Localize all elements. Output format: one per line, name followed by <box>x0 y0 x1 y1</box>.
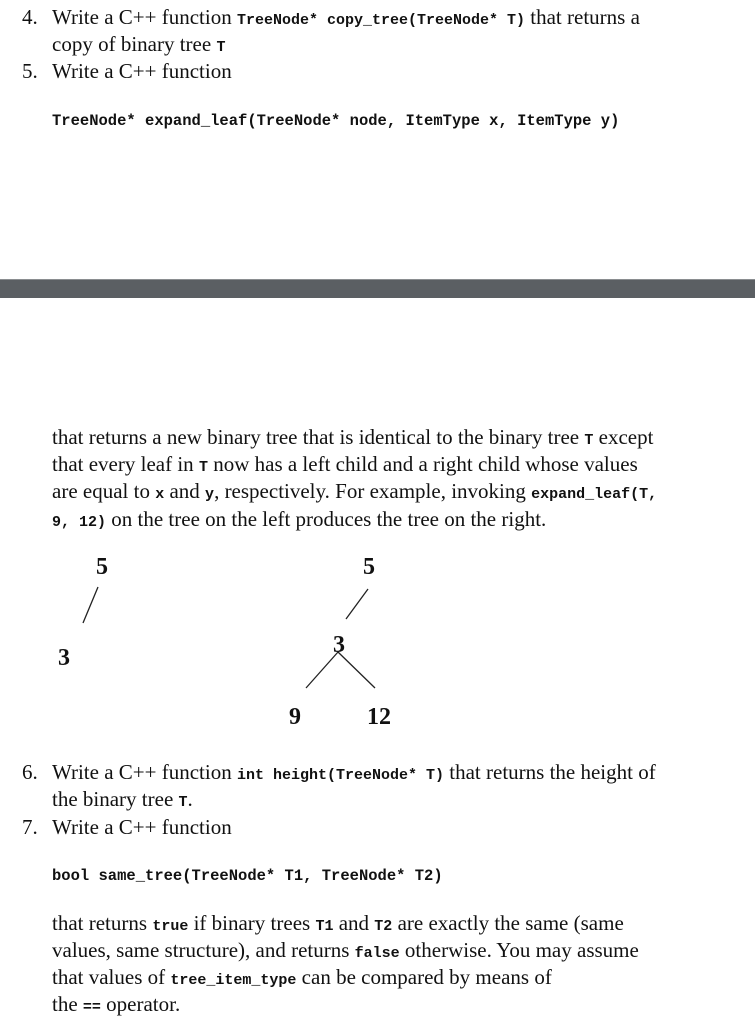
item-5-para-text-3-mid: and <box>164 479 206 503</box>
right-tree-leaf-right: 12 <box>367 704 391 730</box>
item-5-para-text-3: are equal to <box>52 479 156 503</box>
left-tree-root: 5 <box>96 554 108 580</box>
item-4-number: 4. <box>22 5 38 29</box>
item-7-para-line-4 <box>52 991 180 1021</box>
item-6-text-2: the binary tree <box>52 787 179 811</box>
right-tree-leaf-left: 9 <box>289 704 301 730</box>
item-7-code-type: tree_item_type <box>170 972 297 989</box>
item-7-code-true: true <box>152 918 189 935</box>
item-7-para-text-2: values, same structure), and returns <box>52 938 355 962</box>
item-4-text-2: copy of binary tree <box>52 32 217 56</box>
item-6-line-2 <box>52 786 193 816</box>
item-7-para-text-1: that returns <box>52 911 153 935</box>
item-6-text: Write a C++ function <box>52 760 237 784</box>
item-5-signature: TreeNode* expand_leaf(TreeNode* node, ItemType x, ItemType y) <box>52 112 620 130</box>
item-5-intro: Write a C++ function <box>52 59 232 83</box>
item-5-para-text-2: that every leaf in <box>52 452 199 476</box>
item-7-para-text-3: that values of <box>52 965 171 989</box>
item-5-para-code-x: x <box>155 486 165 503</box>
item-5-para-code-y: y <box>205 486 215 503</box>
item-7-para-text-1-and: and <box>333 911 375 935</box>
item-7-para-text-1b: are exactly the same (same <box>392 911 624 935</box>
item-7-para-text-4: the <box>52 992 83 1016</box>
item-6-text-post: that returns the height of <box>444 760 656 784</box>
item-7-para-line-1 <box>52 910 624 940</box>
item-7-para-text-2b: otherwise. You may assume <box>399 938 639 962</box>
item-6-code: int height(TreeNode* T) <box>236 767 445 784</box>
item-4-code-2: T <box>216 39 226 56</box>
item-7-code-false: false <box>354 945 400 962</box>
item-5-para-text-1: that returns a new binary tree that is identical to the binary tree <box>52 425 585 449</box>
item-7-signature: bool same_tree(TreeNode* T1, TreeNode* T2) <box>52 867 443 885</box>
item-5-para-code-call: expand_leaf(T, <box>531 486 658 503</box>
item-6-text-2-post: . <box>187 787 193 811</box>
item-5-para-text-2b: now has a left child and a right child whose values <box>207 452 638 476</box>
item-4-text-post: that returns a <box>525 5 640 29</box>
item-5-para-text-4: on the tree on the left produces the tree on the right. <box>106 507 547 531</box>
item-6-line-1 <box>22 759 656 786</box>
left-tree-child: 3 <box>58 645 70 671</box>
item-7-para-text-3b: can be compared by means of <box>296 965 552 989</box>
item-7-line-1 <box>22 814 232 841</box>
item-5-para-code-args: 9, 12) <box>52 514 107 531</box>
item-7-para-line-3 <box>52 964 552 994</box>
item-4-text: Write a C++ function <box>52 5 237 29</box>
item-5-para-code-2: T <box>198 459 208 476</box>
item-5-para-code-1: T <box>584 432 594 449</box>
item-5-number: 5. <box>22 59 38 83</box>
item-4-code: TreeNode* copy_tree(TreeNode* T) <box>236 12 526 29</box>
item-5-para-text-1b: except <box>593 425 654 449</box>
right-tree-child: 3 <box>333 632 345 658</box>
right-tree-edge-root <box>346 589 368 619</box>
item-7-intro: Write a C++ function <box>52 815 232 839</box>
item-7-code-t2: T2 <box>374 918 393 935</box>
item-6-number: 6. <box>22 760 38 784</box>
item-7-para-text-4b: operator. <box>100 992 181 1016</box>
item-7-code-t1: T1 <box>315 918 334 935</box>
item-7-para-line-2 <box>52 937 639 967</box>
right-tree-root: 5 <box>363 554 375 580</box>
item-7-number: 7. <box>22 815 38 839</box>
item-7-code-eq: == <box>82 999 101 1016</box>
item-6-code-2: T <box>178 794 188 811</box>
item-7-para-text-1-mid: if binary trees <box>188 911 316 935</box>
item-5-para-text-3b: , respectively. For example, invoking <box>214 479 532 503</box>
left-tree-edge <box>83 587 98 623</box>
